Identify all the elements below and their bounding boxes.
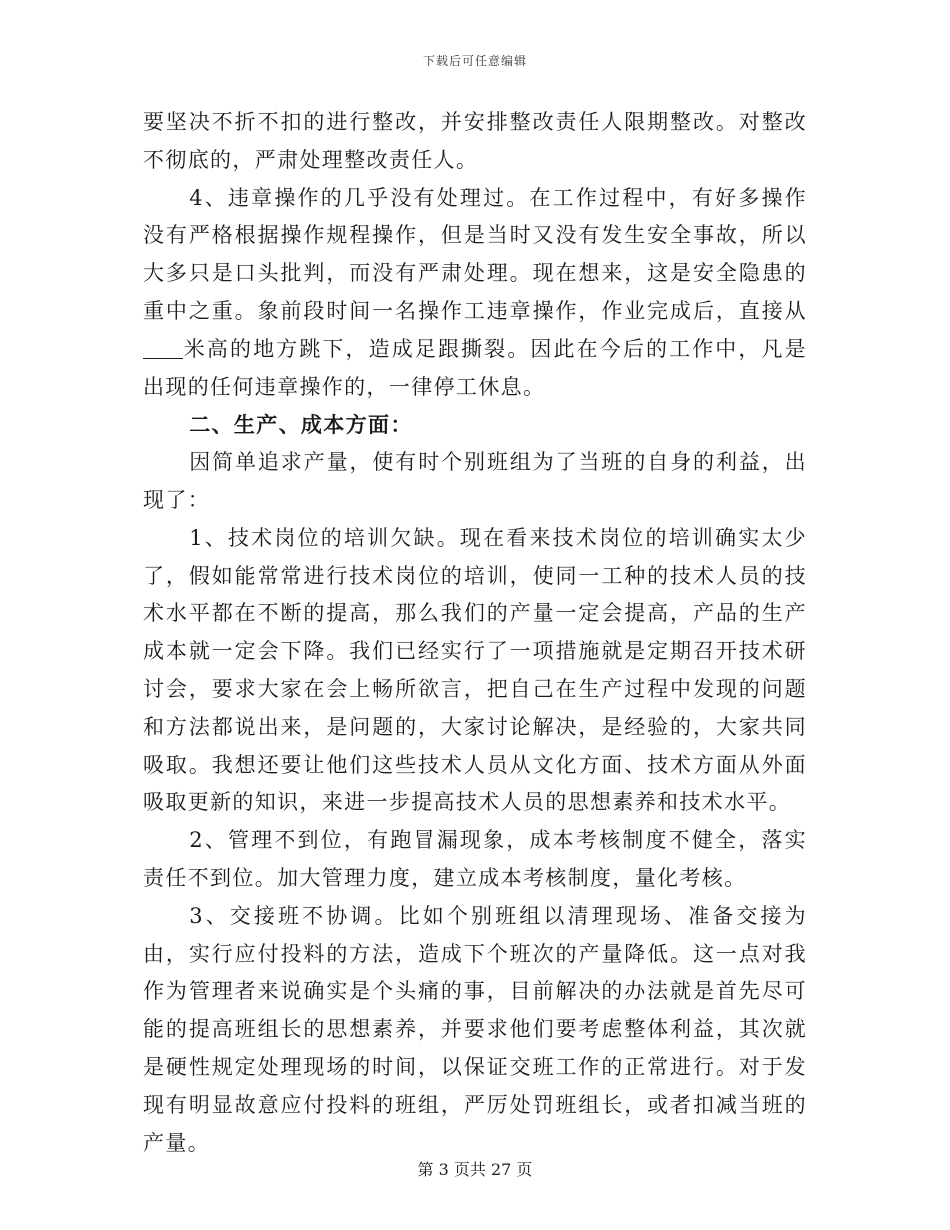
paragraph-technical-training: 1、技术岗位的培训欠缺。现在看来技术岗位的培训确实太少了，假如能常常进行技术岗位的培训，使同一工种的技术人员的技术水平都在不断的提高，那么我们的产量一定会提高，产品的生产成本就一定会下降。我们已经实行了一项措施就是定期召开技术研讨会，要求大家在会上畅所欲言，把自己在生产过程中发现的问题和方法都说出来，是问题的，大家讨论解决，是经验的，大家共同吸取。我想还要让他们这些技术人员从文化方面、技术方面从外面吸取更新的知识，来进一步提高技术人员的思想素养和技术水平。 (143, 525, 807, 815)
paragraph-management: 2、管理不到位，有跑冒漏现象，成本考核制度不健全，落实责任不到位。加大管理力度，建立成本考核制度，量化考核。 (143, 828, 807, 890)
page-number: 第 3 页共 27 页 (417, 1160, 533, 1179)
paragraph-output-pursuit: 因简单追求产量，使有时个别班组为了当班的自身的利益，出现了： (143, 450, 807, 512)
paragraph-shift-handover: 3、交接班不协调。比如个别班组以清理现场、准备交接为由，实行应付投料的方法，造成下个班次的产量降低。这一点对我作为管理者来说确实是个头痛的事，目前解决的办法就是首先尽可能的提高班组长的思想素养，并要求他们要考虑整体利益，其次就是硬性规定处理现场的时间，以保证交班工作的正常进行。对于发现有明显故意应付投料的班组，严厉处罚班组长，或者扣减当班的产量。 (143, 903, 807, 1155)
paragraph-rectification: 要坚决不折不扣的进行整改，并安排整改责任人限期整改。对整改不彻底的，严肃处理整改责任人。 (143, 110, 807, 172)
section-heading-production-cost: 二、生产、成本方面： (189, 412, 413, 438)
fill-in-blank (143, 337, 183, 359)
page-header: 下载后可任意编辑 (422, 54, 527, 68)
paragraph-violation-text-1: 4、违章操作的几乎没有处理过。在工作过程中，有好多操作没有严格根据操作规程操作，但是当时又没有发生安全事故，所以大多只是口头批判，而没有严肃处理。现在想来，这是安全隐患的重中之重。象前段时间一名操作工违章操作，作业完成后，直接从 (143, 185, 807, 323)
document-body (143, 104, 807, 1162)
paragraph-violation-handling (143, 180, 807, 407)
paragraph-violation-text-2: 米高的地方跳下，造成足跟撕裂。因此在今后的工作中，凡是出现的任何违章操作的，一律停工休息。 (143, 336, 807, 399)
